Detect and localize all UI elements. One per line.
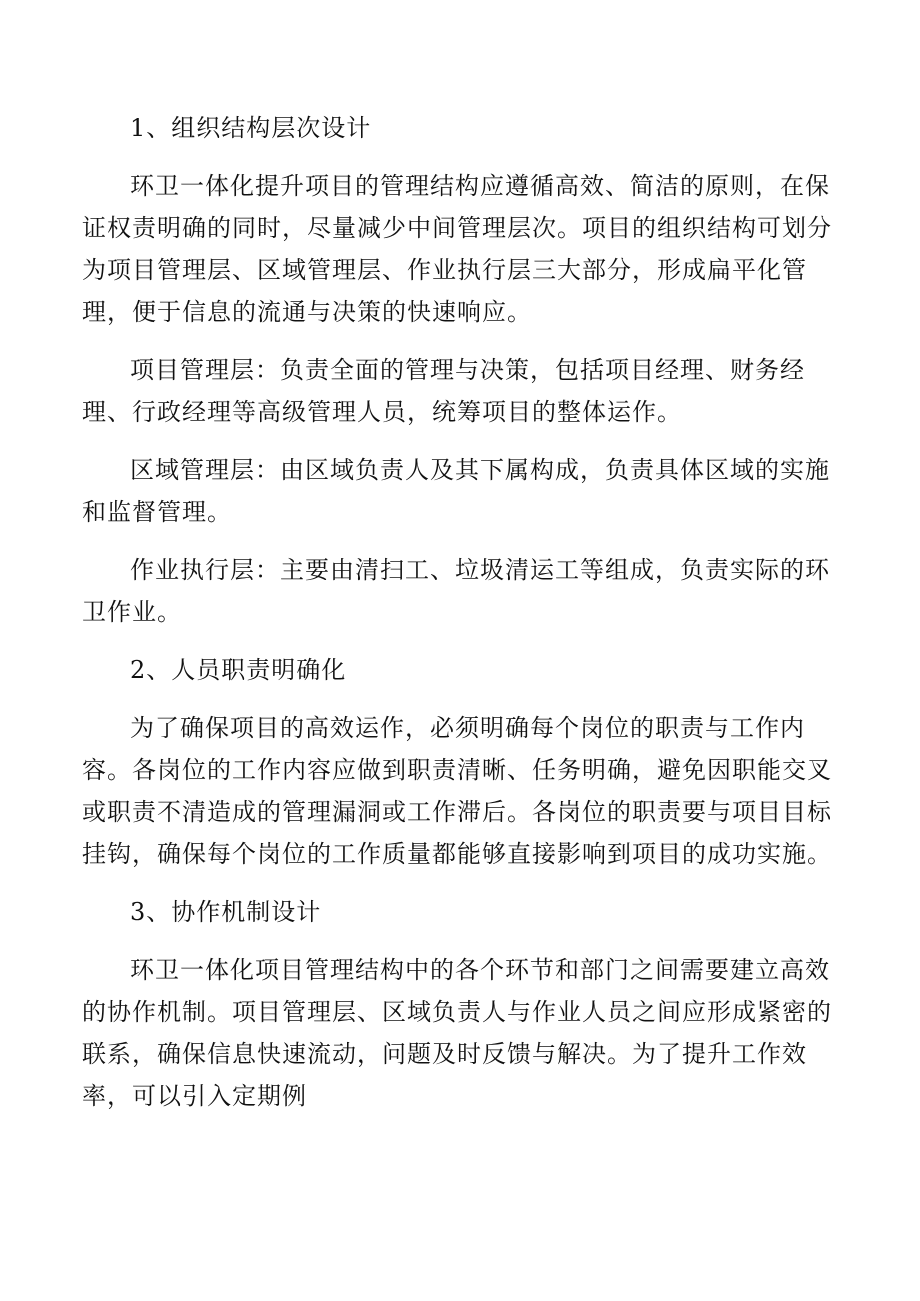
section-2-heading: 2、人员职责明确化 — [130, 656, 347, 684]
section-1-heading: 1、组织结构层次设计 — [130, 114, 372, 142]
document-body — [82, 107, 838, 1133]
section-1-paragraph-regional-management: 区域管理层：由区域负责人及其下属构成，负责具体区域的实施和监督管理。 — [82, 456, 830, 526]
section-1-paragraph-project-management: 项目管理层：负责全面的管理与决策，包括项目经理、财务经理、行政经理等高级管理人员，统筹项目的整体运作。 — [82, 356, 805, 426]
section-2-paragraph: 为了确保项目的高效运作，必须明确每个岗位的职责与工作内容。各岗位的工作内容应做到职责清晰、任务明确，避免因职能交叉或职责不清造成的管理漏洞或工作滞后。各岗位的职责要与项目目标挂钩，确保每个岗位的工作质量都能够直接影响到项目的成功实施。 — [82, 714, 832, 868]
section-1-paragraph-intro: 环卫一体化提升项目的管理结构应遵循高效、简洁的原则，在保证权责明确的同时，尽量减少中间管理层次。项目的组织结构可划分为项目管理层、区域管理层、作业执行层三大部分，形成扁平化管理，便于信息的流通与决策的快速响应。 — [82, 172, 832, 326]
section-1-paragraph-operations: 作业执行层：主要由清扫工、垃圾清运工等组成，负责实际的环卫作业。 — [82, 556, 830, 626]
section-3-paragraph: 环卫一体化项目管理结构中的各个环节和部门之间需要建立高效的协作机制。项目管理层、区域负责人与作业人员之间应形成紧密的联系，确保信息快速流动，问题及时反馈与解决。为了提升工作效率，可以引入定期例 — [82, 956, 832, 1110]
section-3-heading: 3、协作机制设计 — [130, 898, 322, 926]
